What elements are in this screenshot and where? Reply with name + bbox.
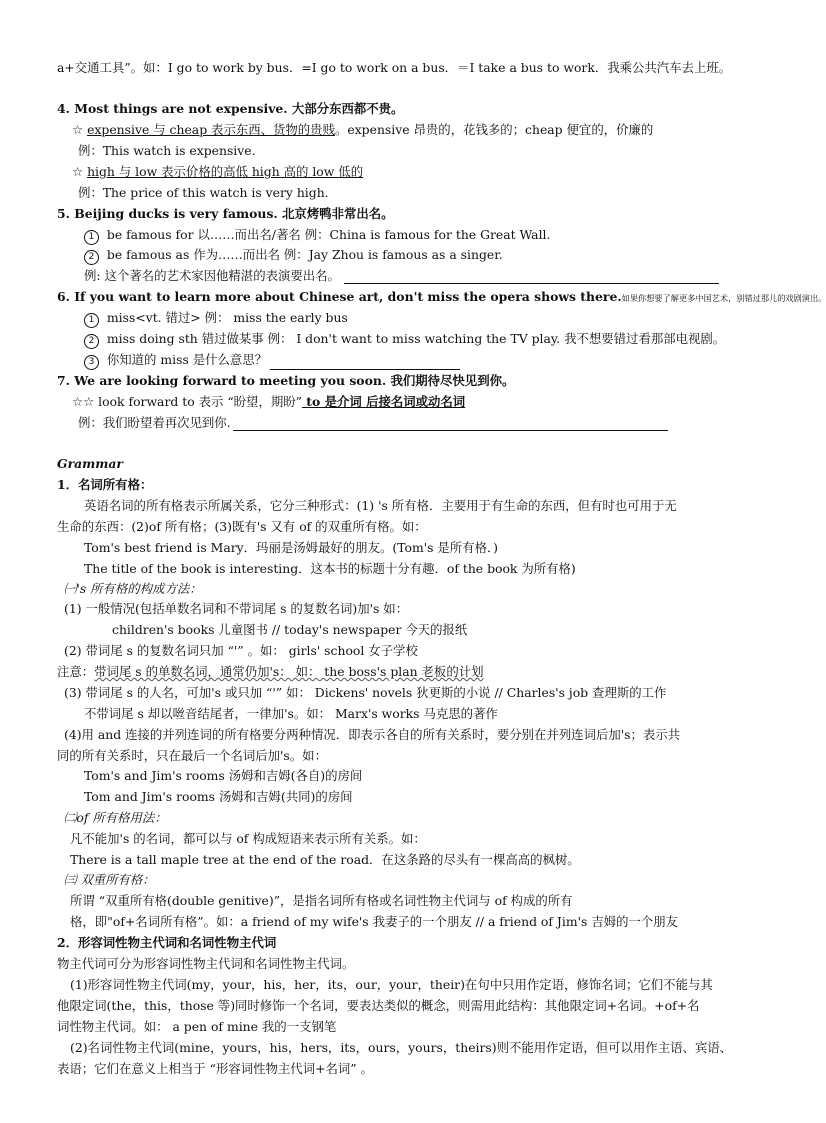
list-item <box>84 351 754 370</box>
example-line: Tom and Jim's rooms 汤姆和吉姆(共同)的房间 <box>84 789 353 804</box>
circled-number-icon: 3 <box>84 355 99 370</box>
answer-blank[interactable] <box>270 356 460 370</box>
section-5-title: 5. Beijing ducks is very famous. 北京烤鸭非常出名。 <box>57 206 394 221</box>
circled-number-icon: 2 <box>84 250 99 265</box>
star-note <box>72 393 754 410</box>
paragraph-line: (1)形容词性物主代词(my，your，his，her，its，our，your，their)在句中只用作定语，修饰名词；它们不能与其 <box>70 977 713 992</box>
example-line: Tom's best friend is Mary．玛丽是汤姆最好的朋友。(Tom's 是所有格．) <box>84 540 498 555</box>
section-title-text: 6. If you want to learn more about Chinese art, don't miss the opera shows there. <box>57 289 622 304</box>
wavy-underlined-note: 带词尾 s 的单数名词，通常仍加's： 如： the boss's plan 老板的计划 <box>94 664 484 679</box>
sub-heading: ㈠'s 所有格的构成方法： <box>64 581 202 596</box>
item-text: be famous for 以……而出名/著名 例：China is famous for the Great Wall. <box>106 227 551 242</box>
paragraph-line: 表语；它们在意义上相当于 “形容词性物主代词+名词” 。 <box>57 1061 373 1076</box>
example-line: 例：The price of this watch is very high. <box>78 185 329 200</box>
answer-blank[interactable] <box>344 270 719 284</box>
answer-blank[interactable] <box>233 417 668 431</box>
rule-line: (1) 一般情况(包括单数名词和不带词尾 s 的复数名词)加's 如： <box>64 601 409 616</box>
paragraph-line: 英语名词的所有格表示所属关系，它分三种形式：(1) 's 所有格．主要用于有生命的东西，但有时也可用于无 <box>84 498 677 513</box>
section-7-title: 7. We are looking forward to meeting you soon. 我们期待尽快见到你。 <box>57 373 515 388</box>
paragraph-line: (2)名词性物主代词(mine，yours，his，hers，its，ours，yours，theirs)则不能用作定语，但可以用作主语、宾语、 <box>70 1040 733 1055</box>
list-item <box>84 330 754 349</box>
example-line: Tom's and Jim's rooms 汤姆和吉姆(各自)的房间 <box>84 768 363 783</box>
paragraph-line: 生命的东西：(2)of 所有格；(3)既有's 又有 of 的双重所有格。如： <box>57 519 427 534</box>
rule-line: 同的所有关系时，只在最后一个名词后加's。如： <box>57 748 327 763</box>
paragraph-line: 他限定词(the，this，those 等)同时修饰一个名词，要表达类似的概念，则需用此结构：其他限定词+名词。+of+名 <box>57 998 700 1013</box>
underlined-note: high 与 low 表示价格的高低 high 高的 low 低的 <box>87 164 364 179</box>
list-item <box>84 226 754 245</box>
example-line: The title of the book is interesting．这本书的标题十分有趣．of the book 为所有格) <box>84 561 576 576</box>
example-line: There is a tall maple tree at the end of the road．在这条路的尽头有一棵高高的枫树。 <box>70 852 580 867</box>
paragraph-line: 所谓 “双重所有格(double genitive)”，是指名词所有格或名词性物主代词与 of 构成的所有 <box>70 893 573 908</box>
grammar-2-title: 2．形容词性物主代词和名词性物主代词 <box>57 935 277 950</box>
translation-note: 如果你想要了解更多中国艺术，别错过那儿的戏剧演出。 <box>621 293 826 303</box>
star-icon: ☆ <box>72 122 84 137</box>
section-6-title <box>57 288 826 307</box>
example-line: 例：This watch is expensive. <box>78 143 256 158</box>
item-text: be famous as 作为……而出名 例：Jay Zhou is famous as a singer. <box>106 247 503 262</box>
underlined-note: expensive 与 cheap 表示东西、货物的贵贱 <box>87 122 335 137</box>
exercise-text: 例：我们盼望着再次见到你. <box>78 415 231 430</box>
item-text: miss doing sth 错过做某事 例： I don't want to miss watching the TV play. 我不想要错过看那部电视剧。 <box>106 331 726 346</box>
exercise-text: 例: 这个著名的艺术家因他精湛的表演要出名。 <box>84 268 340 283</box>
exercise-line <box>78 414 754 431</box>
text-line: a+交通工具”。如：I go to work by bus．=I go to work on a bus．＝I take a bus to work．我乘公共汽车去上班。 <box>57 60 732 75</box>
star-icon: ☆ <box>72 164 84 179</box>
note-label: 注意： <box>57 664 95 679</box>
rule-line: (3) 带词尾 s 的人名，可加's 或只加 “'” 如： Dickens' novels 狄更斯的小说 // Charles's job 查理斯的工作 <box>64 685 667 700</box>
note-text: 。expensive 昂贵的，花钱多的；cheap 便宜的，价廉的 <box>334 122 654 137</box>
rule-line: (4)用 and 连接的并列连词的所有格要分两种情况．即表示各自的所有关系时，要分别在并列连词后加's；表示共 <box>64 727 681 742</box>
sub-heading: ㈢ 双重所有格： <box>64 872 155 887</box>
star-note <box>72 163 754 180</box>
item-text: 你知道的 miss 是什么意思？ <box>106 352 268 367</box>
paragraph-line: 凡不能加's 的名词，都可以与 of 构成短语来表示所有关系。如： <box>70 831 426 846</box>
rule-line: (2) 带词尾 s 的复数名词只加 “'” 。如： girls' school 女子学校 <box>64 643 418 658</box>
underlined-note: to 是介词 后接名词或动名词 <box>301 394 466 409</box>
list-item <box>84 246 754 265</box>
paragraph-line: 格，即"of+名词所有格”。如：a friend of my wife's 我妻子的一个朋友 // a friend of Jim's 吉姆的一个朋友 <box>70 914 679 929</box>
note-text: ☆☆ look forward to 表示 “盼望，期盼” <box>72 394 302 409</box>
star-note <box>72 121 754 138</box>
sub-heading: ㈡of 所有格用法： <box>64 810 167 825</box>
paragraph-line: 物主代词可分为形容词性物主代词和名词性物主代词。 <box>57 956 355 971</box>
example-line: children's books 儿童图书 // today's newspaper 今天的报纸 <box>112 622 468 637</box>
item-text: miss<vt. 错过> 例： miss the early bus <box>106 310 348 325</box>
grammar-1-title: 1．名词所有格： <box>57 477 153 492</box>
rule-line: 不带词尾 s 却以咝音结尾者，一律加's。如： Marx's works 马克思的著作 <box>84 706 498 721</box>
list-item <box>84 309 754 328</box>
circled-number-icon: 1 <box>84 230 99 245</box>
grammar-heading: Grammar <box>57 456 123 471</box>
section-4-title: 4. Most things are not expensive. 大部分东西都不贵。 <box>57 101 404 116</box>
note-line <box>57 663 754 680</box>
circled-number-icon: 2 <box>84 334 99 349</box>
circled-number-icon: 1 <box>84 313 99 328</box>
paragraph-line: 词性物主代词。如： a pen of mine 我的一支钢笔 <box>57 1019 337 1034</box>
exercise-line <box>84 267 754 284</box>
